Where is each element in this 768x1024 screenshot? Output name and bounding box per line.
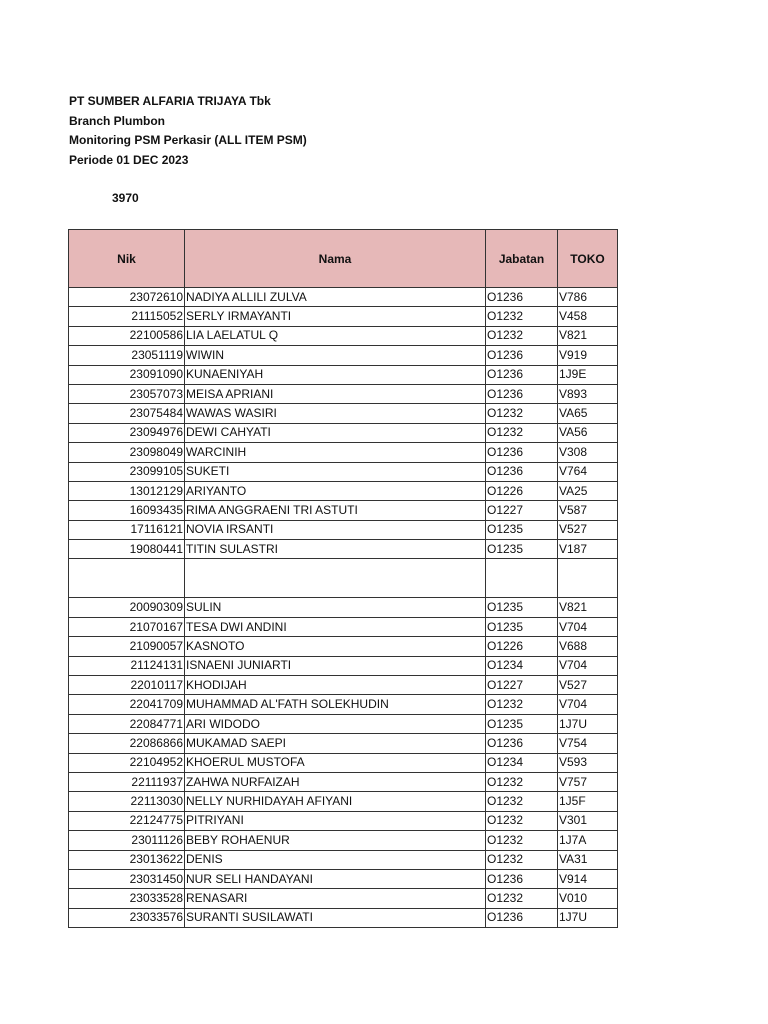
jabatan-cell: O1232 xyxy=(486,307,558,326)
nik-cell: 23031450 xyxy=(69,869,185,888)
toko-cell: V010 xyxy=(558,889,618,908)
nik-cell: 23013622 xyxy=(69,850,185,869)
nama-cell: BEBY ROHAENUR xyxy=(185,831,486,850)
table-row xyxy=(69,384,618,403)
table-body xyxy=(69,288,618,928)
toko-cell: VA25 xyxy=(558,481,618,500)
toko-cell: 1J5F xyxy=(558,792,618,811)
jabatan-cell: O1232 xyxy=(486,695,558,714)
table-row xyxy=(69,326,618,345)
jabatan-cell: O1232 xyxy=(486,326,558,345)
nama-cell: KASNOTO xyxy=(185,637,486,656)
nama-cell: ARI WIDODO xyxy=(185,714,486,733)
jabatan-cell: O1235 xyxy=(486,714,558,733)
column-header-jabatan: Jabatan xyxy=(486,230,558,288)
nik-cell: 23011126 xyxy=(69,831,185,850)
jabatan-cell: O1232 xyxy=(486,831,558,850)
nik-cell: 23033528 xyxy=(69,889,185,908)
nama-cell: MUKAMAD SAEPI xyxy=(185,734,486,753)
column-header-nama: Nama xyxy=(185,230,486,288)
toko-cell: V893 xyxy=(558,384,618,403)
report-title: Monitoring PSM Perkasir (ALL ITEM PSM) xyxy=(69,133,307,148)
nik-cell: 23098049 xyxy=(69,443,185,462)
jabatan-cell: O1232 xyxy=(486,404,558,423)
toko-cell: V704 xyxy=(558,656,618,675)
report-header xyxy=(69,93,307,172)
table-row xyxy=(69,423,618,442)
nama-cell: WAWAS WASIRI xyxy=(185,404,486,423)
jabatan-cell: O1236 xyxy=(486,365,558,384)
nama-cell: NELLY NURHIDAYAH AFIYANI xyxy=(185,792,486,811)
table-row xyxy=(69,695,618,714)
nik-cell: 21115052 xyxy=(69,307,185,326)
column-header-toko: TOKO xyxy=(558,230,618,288)
nama-cell: MEISA APRIANI xyxy=(185,384,486,403)
toko-cell: VA65 xyxy=(558,404,618,423)
nama-cell: TESA DWI ANDINI xyxy=(185,617,486,636)
table-row xyxy=(69,656,618,675)
jabatan-cell: O1235 xyxy=(486,598,558,617)
nik-cell: 21124131 xyxy=(69,656,185,675)
nama-cell: ARIYANTO xyxy=(185,481,486,500)
toko-cell: V527 xyxy=(558,520,618,539)
jabatan-cell: O1232 xyxy=(486,850,558,869)
nama-cell: PITRIYANI xyxy=(185,811,486,830)
toko-cell: 1J7U xyxy=(558,908,618,927)
jabatan-cell: O1226 xyxy=(486,637,558,656)
nama-cell: KHOERUL MUSTOFA xyxy=(185,753,486,772)
toko-cell: V458 xyxy=(558,307,618,326)
jabatan-cell: O1227 xyxy=(486,501,558,520)
column-header-nik: Nik xyxy=(69,230,185,288)
nik-cell: 22124775 xyxy=(69,811,185,830)
nik-cell: 22104952 xyxy=(69,753,185,772)
toko-cell: V764 xyxy=(558,462,618,481)
jabatan-cell: O1236 xyxy=(486,908,558,927)
nama-cell: SURANTI SUSILAWATI xyxy=(185,908,486,927)
nik-cell: 17116121 xyxy=(69,520,185,539)
jabatan-cell: O1236 xyxy=(486,443,558,462)
table-row xyxy=(69,288,618,307)
toko-cell: V527 xyxy=(558,676,618,695)
jabatan-cell xyxy=(486,559,558,598)
table-row xyxy=(69,676,618,695)
nama-cell: SULIN xyxy=(185,598,486,617)
table-row xyxy=(69,869,618,888)
jabatan-cell: O1232 xyxy=(486,772,558,791)
table-row xyxy=(69,404,618,423)
table-row xyxy=(69,753,618,772)
jabatan-cell: O1234 xyxy=(486,753,558,772)
nama-cell xyxy=(185,559,486,598)
jabatan-cell: O1227 xyxy=(486,676,558,695)
toko-cell: 1J7U xyxy=(558,714,618,733)
toko-cell: V754 xyxy=(558,734,618,753)
toko-cell: V757 xyxy=(558,772,618,791)
company-name: PT SUMBER ALFARIA TRIJAYA Tbk xyxy=(69,94,271,108)
toko-cell: V821 xyxy=(558,598,618,617)
nik-cell: 13012129 xyxy=(69,481,185,500)
table-row xyxy=(69,850,618,869)
table-row xyxy=(69,889,618,908)
table-row xyxy=(69,462,618,481)
table-row xyxy=(69,481,618,500)
nik-cell: 23072610 xyxy=(69,288,185,307)
jabatan-cell: O1226 xyxy=(486,481,558,500)
nik-cell: 22041709 xyxy=(69,695,185,714)
table-row xyxy=(69,617,618,636)
toko-cell: V704 xyxy=(558,695,618,714)
nik-cell: 21090057 xyxy=(69,637,185,656)
toko-cell: V308 xyxy=(558,443,618,462)
jabatan-cell: O1236 xyxy=(486,462,558,481)
nik-cell: 22010117 xyxy=(69,676,185,695)
toko-cell: V593 xyxy=(558,753,618,772)
nik-cell: 23033576 xyxy=(69,908,185,927)
nik-cell: 23091090 xyxy=(69,365,185,384)
nik-cell: 22100586 xyxy=(69,326,185,345)
jabatan-cell: O1232 xyxy=(486,423,558,442)
jabatan-cell: O1235 xyxy=(486,540,558,559)
nama-cell: MUHAMMAD AL'FATH SOLEKHUDIN xyxy=(185,695,486,714)
jabatan-cell: O1234 xyxy=(486,656,558,675)
nama-cell: ISNAENI JUNIARTI xyxy=(185,656,486,675)
nik-cell: 21070167 xyxy=(69,617,185,636)
toko-cell: V187 xyxy=(558,540,618,559)
toko-cell: V919 xyxy=(558,346,618,365)
nik-cell: 23051119 xyxy=(69,346,185,365)
header-row xyxy=(69,230,618,288)
nama-cell: NADIYA ALLILI ZULVA xyxy=(185,288,486,307)
nama-cell: DENIS xyxy=(185,850,486,869)
table-row xyxy=(69,714,618,733)
nik-cell: 23075484 xyxy=(69,404,185,423)
toko-cell: V587 xyxy=(558,501,618,520)
nama-cell: KUNAENIYAH xyxy=(185,365,486,384)
nik-cell xyxy=(69,559,185,598)
table-row xyxy=(69,734,618,753)
nik-cell: 20090309 xyxy=(69,598,185,617)
report-period: Periode 01 DEC 2023 xyxy=(69,153,189,168)
table-row xyxy=(69,520,618,539)
psm-table xyxy=(68,229,618,928)
toko-cell xyxy=(558,559,618,598)
toko-cell: V786 xyxy=(558,288,618,307)
table-row xyxy=(69,811,618,830)
table-row xyxy=(69,365,618,384)
nama-cell: NUR SELI HANDAYANI xyxy=(185,869,486,888)
nik-cell: 22086866 xyxy=(69,734,185,753)
nama-cell: WARCINIH xyxy=(185,443,486,462)
toko-cell: V704 xyxy=(558,617,618,636)
nik-cell: 23057073 xyxy=(69,384,185,403)
nik-cell: 16093435 xyxy=(69,501,185,520)
toko-cell: V821 xyxy=(558,326,618,345)
nik-cell: 22111937 xyxy=(69,772,185,791)
jabatan-cell: O1235 xyxy=(486,520,558,539)
jabatan-cell: O1232 xyxy=(486,811,558,830)
table-row xyxy=(69,540,618,559)
nama-cell: SERLY IRMAYANTI xyxy=(185,307,486,326)
toko-cell: V688 xyxy=(558,637,618,656)
nik-cell: 19080441 xyxy=(69,540,185,559)
nik-cell: 23094976 xyxy=(69,423,185,442)
nama-cell: RENASARI xyxy=(185,889,486,908)
table-row xyxy=(69,831,618,850)
jabatan-cell: O1232 xyxy=(486,889,558,908)
nik-cell: 23099105 xyxy=(69,462,185,481)
table-row xyxy=(69,307,618,326)
branch-name: Branch Plumbon xyxy=(69,113,166,128)
toko-cell: V914 xyxy=(558,869,618,888)
jabatan-cell: O1236 xyxy=(486,384,558,403)
table-row xyxy=(69,772,618,791)
nama-cell: ZAHWA NURFAIZAH xyxy=(185,772,486,791)
jabatan-cell: O1235 xyxy=(486,617,558,636)
jabatan-cell: O1236 xyxy=(486,346,558,365)
toko-cell: 1J7A xyxy=(558,831,618,850)
nama-cell: SUKETI xyxy=(185,462,486,481)
nama-cell: RIMA ANGGRAENI TRI ASTUTI xyxy=(185,501,486,520)
jabatan-cell: O1236 xyxy=(486,288,558,307)
nama-cell: NOVIA IRSANTI xyxy=(185,520,486,539)
jabatan-cell: O1236 xyxy=(486,734,558,753)
toko-cell: VA31 xyxy=(558,850,618,869)
total-count: 3970 xyxy=(112,191,139,205)
toko-cell: 1J9E xyxy=(558,365,618,384)
toko-cell: VA56 xyxy=(558,423,618,442)
table-row xyxy=(69,598,618,617)
table-row xyxy=(69,908,618,927)
table-row xyxy=(69,501,618,520)
nama-cell: TITIN SULASTRI xyxy=(185,540,486,559)
nama-cell: DEWI CAHYATI xyxy=(185,423,486,442)
jabatan-cell: O1232 xyxy=(486,792,558,811)
nik-cell: 22084771 xyxy=(69,714,185,733)
jabatan-cell: O1236 xyxy=(486,869,558,888)
nama-cell: KHODIJAH xyxy=(185,676,486,695)
table-row xyxy=(69,443,618,462)
toko-cell: V301 xyxy=(558,811,618,830)
table-row xyxy=(69,346,618,365)
nama-cell: LIA LAELATUL Q xyxy=(185,326,486,345)
table-row xyxy=(69,637,618,656)
nik-cell: 22113030 xyxy=(69,792,185,811)
table-spacer-row xyxy=(69,559,618,598)
table-header xyxy=(69,230,618,288)
table-row xyxy=(69,792,618,811)
nama-cell: WIWIN xyxy=(185,346,486,365)
